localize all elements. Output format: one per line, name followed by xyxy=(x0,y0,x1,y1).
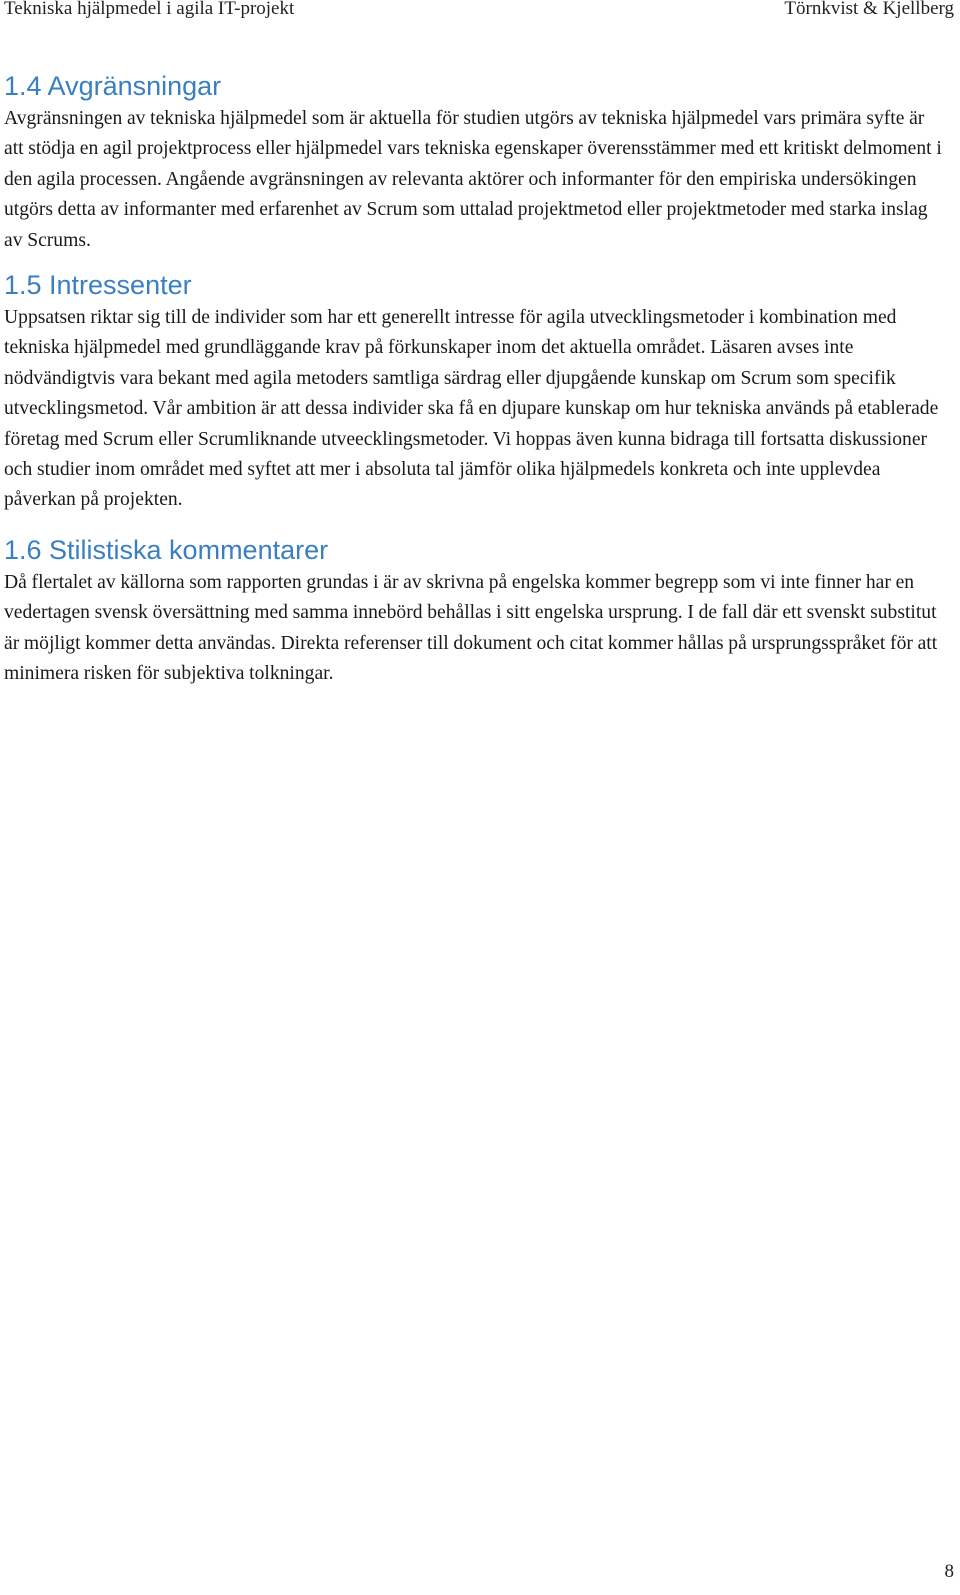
section-heading: 1.4 Avgränsningar xyxy=(4,71,222,101)
section-body: Avgränsningen av tekniska hjälpmedel som är aktuella för studien utgörs av tekniska hjälpmedel vars primära syfte är att stödja en agil projektprocess eller hjälpmedel vars tekniska egenskaper överensstämmer med ett kritiskt delmoment i den agila processen. Angående avgränsningen av relevanta aktörer och informanter för den empiriska undersökingen utgörs detta av informanter med erfarenhet av Scrum som uttalad projektmetod eller projektmetoder med starka inslag av Scrums. xyxy=(4,108,942,251)
section-stilistiska-kommentarer xyxy=(4,532,948,690)
section-avgransningar xyxy=(4,68,948,256)
running-title: Tekniska hjälpmedel i agila IT-projekt xyxy=(4,0,295,19)
document-content xyxy=(4,68,948,690)
section-body: Då flertalet av källorna som rapporten grundas i är av skrivna på engelska kommer begrepp som vi inte finner har en vedertagen svensk översättning med samma innebörd behållas i sitt engelska ursprung. I de fall där ett svenskt substitut är möjligt kommer detta användas. Direkta referenser till dokument och citat kommer hållas på ursprungsspråket för att minimera risken för subjektiva tolkningar. xyxy=(4,571,938,685)
section-intressenter xyxy=(4,267,948,516)
section-body: Uppsatsen riktar sig till de individer som har ett generellt intresse för agila utvecklingsmetoder i kombination med tekniska hjälpmedel med grundläggande krav på förkunskaper inom det aktuella området. Läsaren avses inte nödvändigtvis vara bekant med agila metoders samtliga särdrag eller djupgående kunskap om Scrum som specifik utvecklingsmetod. Vår ambition är att dessa individer ska få en djupare kunskap om hur tekniska används på etablerade företag med Scrum eller Scrumliknande utveecklingsmetoder. Vi hoppas även kunna bidraga till fortsatta diskussioner och studier inom området med syftet att mer i absoluta tal jämför olika hjälpmedels konkreta och inte upplevdea påverkan på projekten. xyxy=(4,307,939,511)
page-number: 8 xyxy=(944,1561,954,1582)
running-authors: Törnkvist & Kjellberg xyxy=(784,0,954,19)
section-heading: 1.6 Stilistiska kommentarer xyxy=(4,534,329,565)
page-header xyxy=(0,0,960,28)
section-heading: 1.5 Intressenter xyxy=(4,270,192,301)
